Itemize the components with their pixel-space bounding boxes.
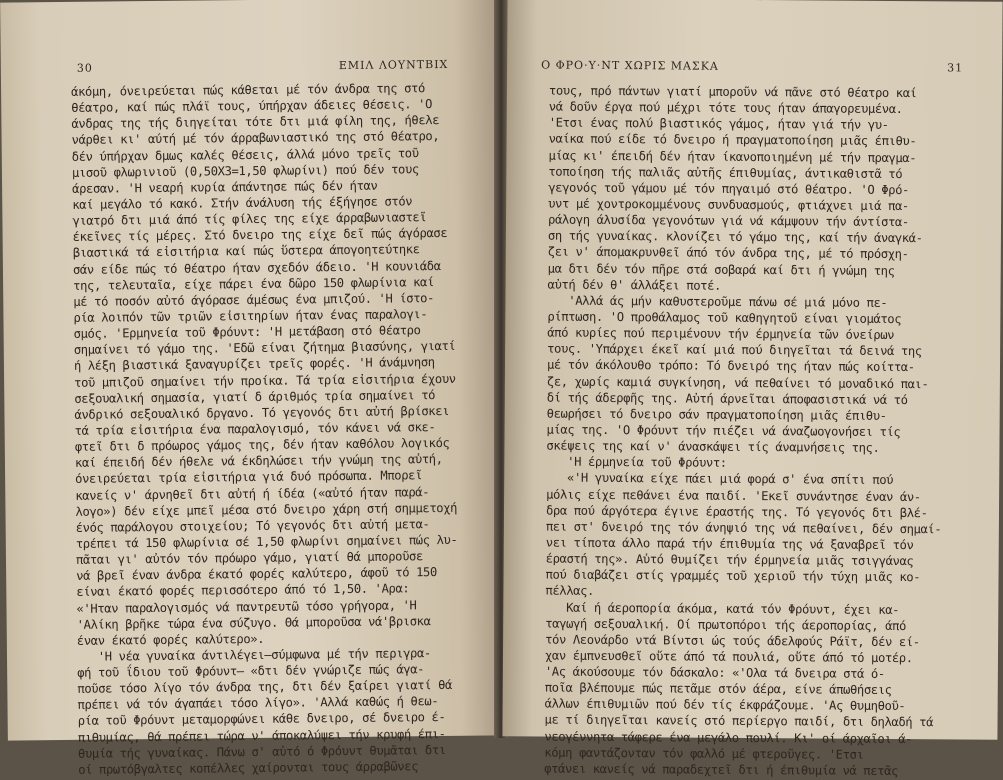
text-line: γιατρό δτι μιά άπό τίς φίλες της είχε άρραβωνιαστεῖ <box>72 210 427 228</box>
text-line: μίας της. 'Ο Φρόυντ τήν πιέζει νά άναζωογονήσει τίς <box>546 422 901 439</box>
text-line: νά δοῦν έργα πού μέχρι τότε τους ήταν άπαγορευμένα. <box>548 99 903 117</box>
text-line: νεογέννητα τάφερε ένα μεγάλο πουλί. Κι' οί άρχαῖοι ά- <box>544 729 913 746</box>
text-line: τά τρία εἰσιτήρια ένα παραλογισμό, τόν κάνει νά σκε- <box>74 420 436 438</box>
text-line: άνδρικό σεξουαλικό δργανο. Τό γεγονός δτι αὐτή βρίσκει <box>74 403 450 422</box>
text-line: φτάνει κανείς νά παραδεχτεῖ δτι ή έπιθυμία νά πετᾶς <box>544 761 899 778</box>
text-line: πᾶται γι' αὐτόν τόν πρόωρο γάμο, γιατί θά μποροῦσε <box>75 549 423 567</box>
text-line: «'Ηταν παραλογισμός νά παντρευτῶ τόσο γρήγορα, 'Η <box>76 597 417 616</box>
text-line: λογο») δέν είχε μπεῖ μέσα στό δνειρο χάρη στή σημμετοχή <box>75 500 458 519</box>
text-line: ή λέξη βιαστικά ξαναγυρίζει τρεῖς φορές. 'Η άνάμνηση <box>73 355 435 374</box>
text-line: 'Αλίκη βρῆκε τώρα ένα σύζυγο. Θά μποροῦσα νά'βρισκα <box>76 613 431 632</box>
text-line: 'Ας άκούσουμε τόν δάσκαλο: «'Ολα τά δνειρα στά ό- <box>544 664 885 681</box>
text-line: σμός. 'Ερμηνεία τοῦ Φρόυντ: 'Η μετάβαση στό θέατρο <box>73 323 421 341</box>
text-line: «'Η γυναίκα είχε πάει μιά φορά σ' ένα σπίτι πού <box>546 470 894 488</box>
text-line: κανείς ν' άρνηθεῖ δτι αὐτή ή ίδέα («αὐτό ήταν παρά- <box>75 484 430 503</box>
text-line: με τί διηγεῖται κανείς στό περίεργο παιδί, δτι δηλαδή τά <box>544 713 934 730</box>
text-line: άλλων έπιθυμιῶν πού δέν τίς έκφράζουμε. 'Ας θυμηθοῦ- <box>544 696 906 714</box>
text-line: ράλογη άλυσίδα γεγονότων γιά νά κάμψουν τήν άντίστα- <box>547 212 909 230</box>
text-line: βιαστικά τά εἰσιτήρια καί πώς ὕστερα άπογοητεύτηκε <box>72 242 420 261</box>
text-line: έναν έκατό φορές καλύτερο». <box>76 631 265 648</box>
text-line: κόμη φαντάζονταν τόν φαλλό μέ φτεροῦγες. 'Ετσι <box>544 745 864 762</box>
text-line: ζει ν' άπομακρυνθεῖ άπό τόν άνδρα της, μέ τό πρόσχη- <box>547 244 909 262</box>
text-line: άρεσαν. 'Η νεαρή κυρία άπάντησε πώς δέν ήταν <box>72 178 378 196</box>
text-line: σκέψεις της καί ν' άνασκάψει τίς άναμνήσεις της. <box>546 438 880 455</box>
text-line: μισοῦ φλωρινιοῦ (0,50Χ3=1,50 φλωρίνι) πού δέν τους <box>71 161 419 180</box>
text-line: είναι έκατό φορές περισσότερο άπό τό 1,50. 'Αρα: <box>76 581 410 600</box>
text-line: γεγονός τοῦ γάμου μέ τόν πηγαιμό στό θέατρο. 'Ο Φρό- <box>548 180 910 197</box>
text-line: θεωρήσει τό δνειρο σάν πραγματοποίηση μιᾶς έπιθυ- <box>546 406 887 423</box>
text-line: ένός παράλογου στοιχείου; Τό γεγονός δτι αὐτή μετα- <box>75 516 430 535</box>
text-line: οί πρωτόβγαλτες κοπέλλες χαίρονται τους άρραβῶνες <box>78 759 419 777</box>
text-line: πού διαβάζει στίς γραμμές τοῦ χεριοῦ τήν τύχη μιᾶς κο- <box>545 567 921 585</box>
text-line: ση τής γυναίκας. κλονίζει τό γάμο της, καί τήν άναγκά- <box>547 228 923 246</box>
text-line: τοῦ μπιζοῦ σημαίνει τήν προίκα. Τά τρία εἰσιτήρια έχουν <box>74 371 456 390</box>
text-line: σημαίνει τό γάμο της. 'Εδῶ είναι ζήτημα βιασύνης, γιατί <box>73 339 456 358</box>
text-line: έκεῖνες τίς μέρες. Στό δνειρο της είχε δεῖ πώς άγόρασε <box>72 226 448 245</box>
text-line: σεξουαλική σημασία, γιατί δ άριθμός τρία σημαίνει τό <box>74 387 436 406</box>
text-line: τους. 'Υπάρχει έκεῖ καί μιά πού διηγεῖται τά δεινά της <box>547 341 922 359</box>
text-line: μα δτι δέν τόν πῆρε στά σοβαρά καί δτι ή γνώμη της <box>547 261 895 278</box>
text-line: τρέπει τά 150 φλωρίνια σέ 1,50 φλωρίνι σημαίνει πώς λυ- <box>75 532 458 551</box>
text-line: ταγωγή σεξουαλική. Οί πρωτοπόροι τής άεροπορίας, άπό <box>545 616 907 633</box>
text-line: φή τοῦ ΐδιου τοῦ Φρόυντ— «δτι δέν γνώριζε πώς άγα- <box>77 662 425 680</box>
text-line: ναίκα πού είδε τό δνειρο ή πραγματοποίηση μιᾶς έπιθυ- <box>548 131 917 149</box>
text-line: ρία τοῦ Φρόυντ μεταμορφώνει κάθε δνειρο, σέ δνειρο έ- <box>77 710 446 729</box>
text-line: 'Η νέα γυναίκα άντιλέγει—σύμφωνα μέ τήν περιγρα- <box>76 646 431 664</box>
text-line: μίας κι' έπειδή δέν ήταν ίκανοποιημένη μέ τήν πραγμα- <box>548 148 917 165</box>
text-line: μέ τό ποσόν αὐτό άγόρασε άμέσως ένα μπιζού. 'Η ίστο- <box>73 290 435 309</box>
text-line: 'Ετσι ένας πολύ βιαστικός γάμος, ήταν γιά τήν γυ- <box>548 115 889 133</box>
text-line: πιθυμίας, θά πρέπει τώρα ν' άποκαλύψει τήν κρυφή έπι- <box>77 726 446 745</box>
text-line: της, τελευταῖα, είχε πάρει ένα δῶρο 150 φλωρίνια καί <box>73 274 434 293</box>
text-line: πέλλας. <box>545 583 595 599</box>
left-page <box>0 0 502 777</box>
left-body-text <box>71 80 460 778</box>
right-running-head: Ο ΦΡΟ·Υ·ΝΤ ΧΩΡΙΣ ΜΑΣΚΑ <box>541 58 719 73</box>
text-line: άνδρας της τής διηγείται τότε δτι μιά φίλη της, ήθελε <box>71 113 440 132</box>
text-line: ποῖα βλέπουμε πώς πετᾶμε στόν άέρα, είνε άπωθήσεις <box>544 680 892 698</box>
text-line: πρέπει νά τόν άγαπάει τόσο λίγο». 'Αλλά καθώς ή θεω- <box>77 694 439 713</box>
text-line: τους, πρό πάντων γιατί μποροῦν νά πᾶνε στό θέατρο καί <box>548 83 917 101</box>
text-line: 'Αλλά άς μήν καθυστεροῦμε πάνω σέ μιά μόνο πε- <box>547 293 888 310</box>
text-line: τόν Λεονάρδο ντά Βίντσι ώς τούς άδελφούς Ράϊτ, δέν εί- <box>545 632 920 649</box>
text-line: ζε, χωρίς καμιά συγκίνηση, νά πεθαίνει τό μοναδικό παι- <box>546 374 929 391</box>
text-line: θυμία τής γυναίκας. Πάνω σ' αὐτό ό Φρόυντ θυμᾶται δτι <box>77 742 446 761</box>
text-line: ποῦσε τόσο λίγο τόν άνδρα της, δτι δέν ξαίρει γιατί θά <box>77 678 453 697</box>
text-line: χαν έμπνευσθεῖ οὔτε άπό τά πουλιά, οὔτε άπό τό μοτέρ. <box>544 648 913 666</box>
left-page-number: 30 <box>76 61 93 75</box>
text-line: μέ τόν άκόλουθο τρόπο: Τό δνειρό της ήταν πώς κοίττα- <box>546 357 915 375</box>
text-line: καί έπειδή δέν ήθελε νά έκδηλώσει τήν γνώμη της αὐτή, <box>74 452 443 471</box>
right-body-text <box>544 83 944 780</box>
left-running-head: ΕΜΙΛ ΛΟΥΝΤΒΙΧ <box>338 57 449 73</box>
text-line: Καί ή άεροπορία άκόμα, κατά τόν Φρόυντ, έχει κα- <box>545 600 900 617</box>
text-line: όνειρεύεται τρία εἰσιτήρια γιά δυό πρόσωπα. Μπορεῖ <box>75 468 423 487</box>
text-line: δρα πού άργότερα έγινε έραστής της. Τό γεγονός δτι βλέ- <box>545 503 928 520</box>
text-line: δί τής άδερφῆς της. Αὐτή άρνεῖται άποφασιστικά νά τό <box>546 390 908 407</box>
text-line: υντ μέ χοντροκομμένους συνδυασμούς, φτιάχνει μιά πα- <box>548 196 909 214</box>
right-page <box>502 0 1002 778</box>
text-line: νάρθει κι' αύτή μέ τόν άρραβωνιαστικό της στό θέατρο, <box>71 129 440 148</box>
text-line: πει στ' δνειρό της τόν άνηψιό της νά πεθαίνει, δέν σημαί- <box>545 519 942 537</box>
text-line: μόλις είχε πεθάνει ένα παιδί. 'Εκεῖ συνάντησε έναν άν- <box>546 487 921 504</box>
text-line: άκόμη, όνειρεύεται πώς κάθεται μέ τόν άνδρα της στό <box>71 81 425 99</box>
text-line: τοποίηση τής παλιᾶς αὐτῆς έπιθυμίας, άντικαθιστᾶ τό <box>548 164 903 181</box>
text-line: θέατρο, καί πώς πλάϊ τους, ύπήρχαν άδειες θέσεις. 'Ο <box>71 97 433 116</box>
text-line: καί μεγάλο τό κακό. Στήν άνάλυση τής έξήγησε στόν <box>72 194 413 212</box>
text-line: ρία λοιπόν τῶν τριῶν εἰσιτηρίων ήταν ένας παραλογι- <box>73 307 428 325</box>
text-line: νει τίποτα άλλο παρά τήν έπιθυμία της νά ξαναβρεῖ τόν <box>545 535 914 553</box>
text-line: νά βρεῖ έναν άνδρα έκατό φορές καλύτερο, άφοῦ τό 150 <box>76 565 437 584</box>
text-line: σάν είδε πώς τό θέατρο ήταν σχεδόν άδειο. 'Η κουνιάδα <box>72 258 441 277</box>
text-line: έραστή της». Αὐτό θυμίζει τήν έρμηνεία μιᾶς τσιγγάνας <box>545 551 914 569</box>
right-page-number: 31 <box>947 61 964 75</box>
text-line: φτεῖ δτι δ πρόωρος γάμος της, δέν ήταν καθόλου λογικός <box>74 436 450 454</box>
text-line: αὐτή δέν θ' άλλάξει ποτέ. <box>547 277 722 293</box>
text-line: δέν ύπήρχαν δμως καλές θέσεις, άλλά μόνο τρεῖς τοῦ <box>71 145 419 164</box>
text-line: άπό κυρίες πού περιμένουν τήν έρμηνεία τῶν όνείρων <box>547 325 895 343</box>
text-line: 'Η έρμηνεία τοῦ Φρόυντ: <box>546 454 727 471</box>
text-line: ρίπτωση. 'Ο προθάλαμος τοῦ καθηγητοῦ είναι γιομάτος <box>547 309 902 327</box>
